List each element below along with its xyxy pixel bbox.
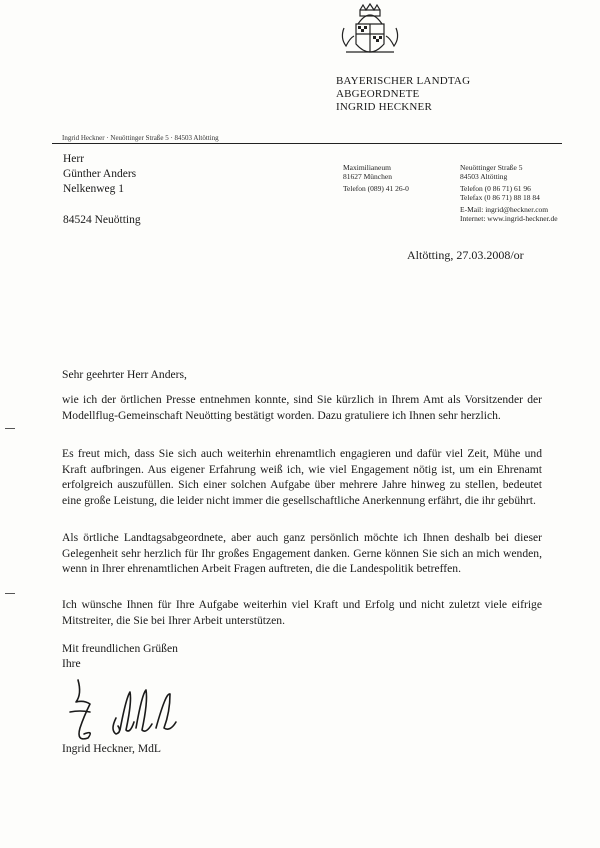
date-line: Altötting, 27.03.2008/or [407, 248, 524, 262]
org-role: ABGEORDNETE [336, 88, 420, 100]
local-office-fax: Telefax (0 86 71) 88 18 84 [460, 193, 540, 202]
local-office-internet: Internet: www.ingrid-heckner.de [460, 214, 558, 223]
return-address: Ingrid Heckner · Neuöttinger Straße 5 · 84503 Altötting [62, 134, 219, 142]
closing-greeting: Mit freundlichen Grüßen [62, 642, 178, 655]
paragraph-3: Als örtliche Landtagsabgeordnete, aber auch ganz persönlich möchte ich Ihnen deshalb bei dieser Gelegenheit sehr herzlich für Ihr großes Engagement danken. Gerne können Sie sich an mich wenden, wenn in Ihrer ehrenamtlichen Arbeit Fragen auftreten, die die Landespolitik betreffen. [62, 531, 542, 575]
fold-mark [5, 428, 15, 429]
divider [52, 143, 562, 144]
paragraph-2: Es freut mich, dass Sie sich auch weiterhin ehrenamtlich engagieren und dafür viel Zeit, Mühe und Kraft aufbringen. Aus eigener Erfahrung weiß ich, wie viel Engagement nötig ist, um ein Ehrenamt erfolgreich auszufüllen. Sich einer solchen Aufgabe über mehrere Jahre hinweg zu stellen, bedeutet eine große Leistung, die leider nicht immer die gesellschaftliche Anerkennung erfährt, die ihr gebührt. [62, 447, 542, 507]
punch-mark [5, 593, 15, 594]
handwritten-signature-icon [60, 672, 210, 752]
recipient-street: Nelkenweg 1 [63, 183, 124, 195]
org-person: INGRID HECKNER [336, 101, 432, 113]
recipient-salutation: Herr [63, 153, 85, 165]
munich-office-city: 81627 München [343, 172, 392, 181]
local-office-phone: Telefon (0 86 71) 61 96 [460, 184, 531, 193]
munich-office-name: Maximilianeum [343, 163, 391, 172]
salutation: Sehr geehrter Herr Anders, [62, 368, 187, 381]
paragraph-1: wie ich der örtlichen Presse entnehmen konnte, sind Sie kürzlich in Ihrem Amt als Vorsitzender der Modellflug-Gemeinschaft Neuötting bestätigt worden. Dazu gratuliere ich Ihnen sehr herzlich. [62, 393, 542, 422]
closing-ihre: Ihre [62, 657, 81, 670]
local-office-email: E-Mail: ingrid@heckner.com [460, 205, 549, 214]
org-name: BAYERISCHER LANDTAG [336, 75, 471, 87]
signature-name: Ingrid Heckner, MdL [62, 742, 162, 755]
munich-office-phone: Telefon (089) 41 26-0 [343, 184, 409, 193]
bavarian-coat-of-arms-icon [338, 2, 402, 62]
paragraph-4: Ich wünsche Ihnen für Ihre Aufgabe weiterhin viel Kraft und Erfolg und nicht zuletzt viele eifrige Mitstreiter, die Sie bei Ihrer Arbeit unterstützen. [62, 598, 542, 627]
local-office-city: 84503 Altötting [460, 172, 508, 181]
recipient-city: 84524 Neuötting [63, 214, 141, 226]
recipient-name: Günther Anders [63, 168, 137, 180]
local-office-street: Neuöttinger Straße 5 [460, 163, 523, 172]
